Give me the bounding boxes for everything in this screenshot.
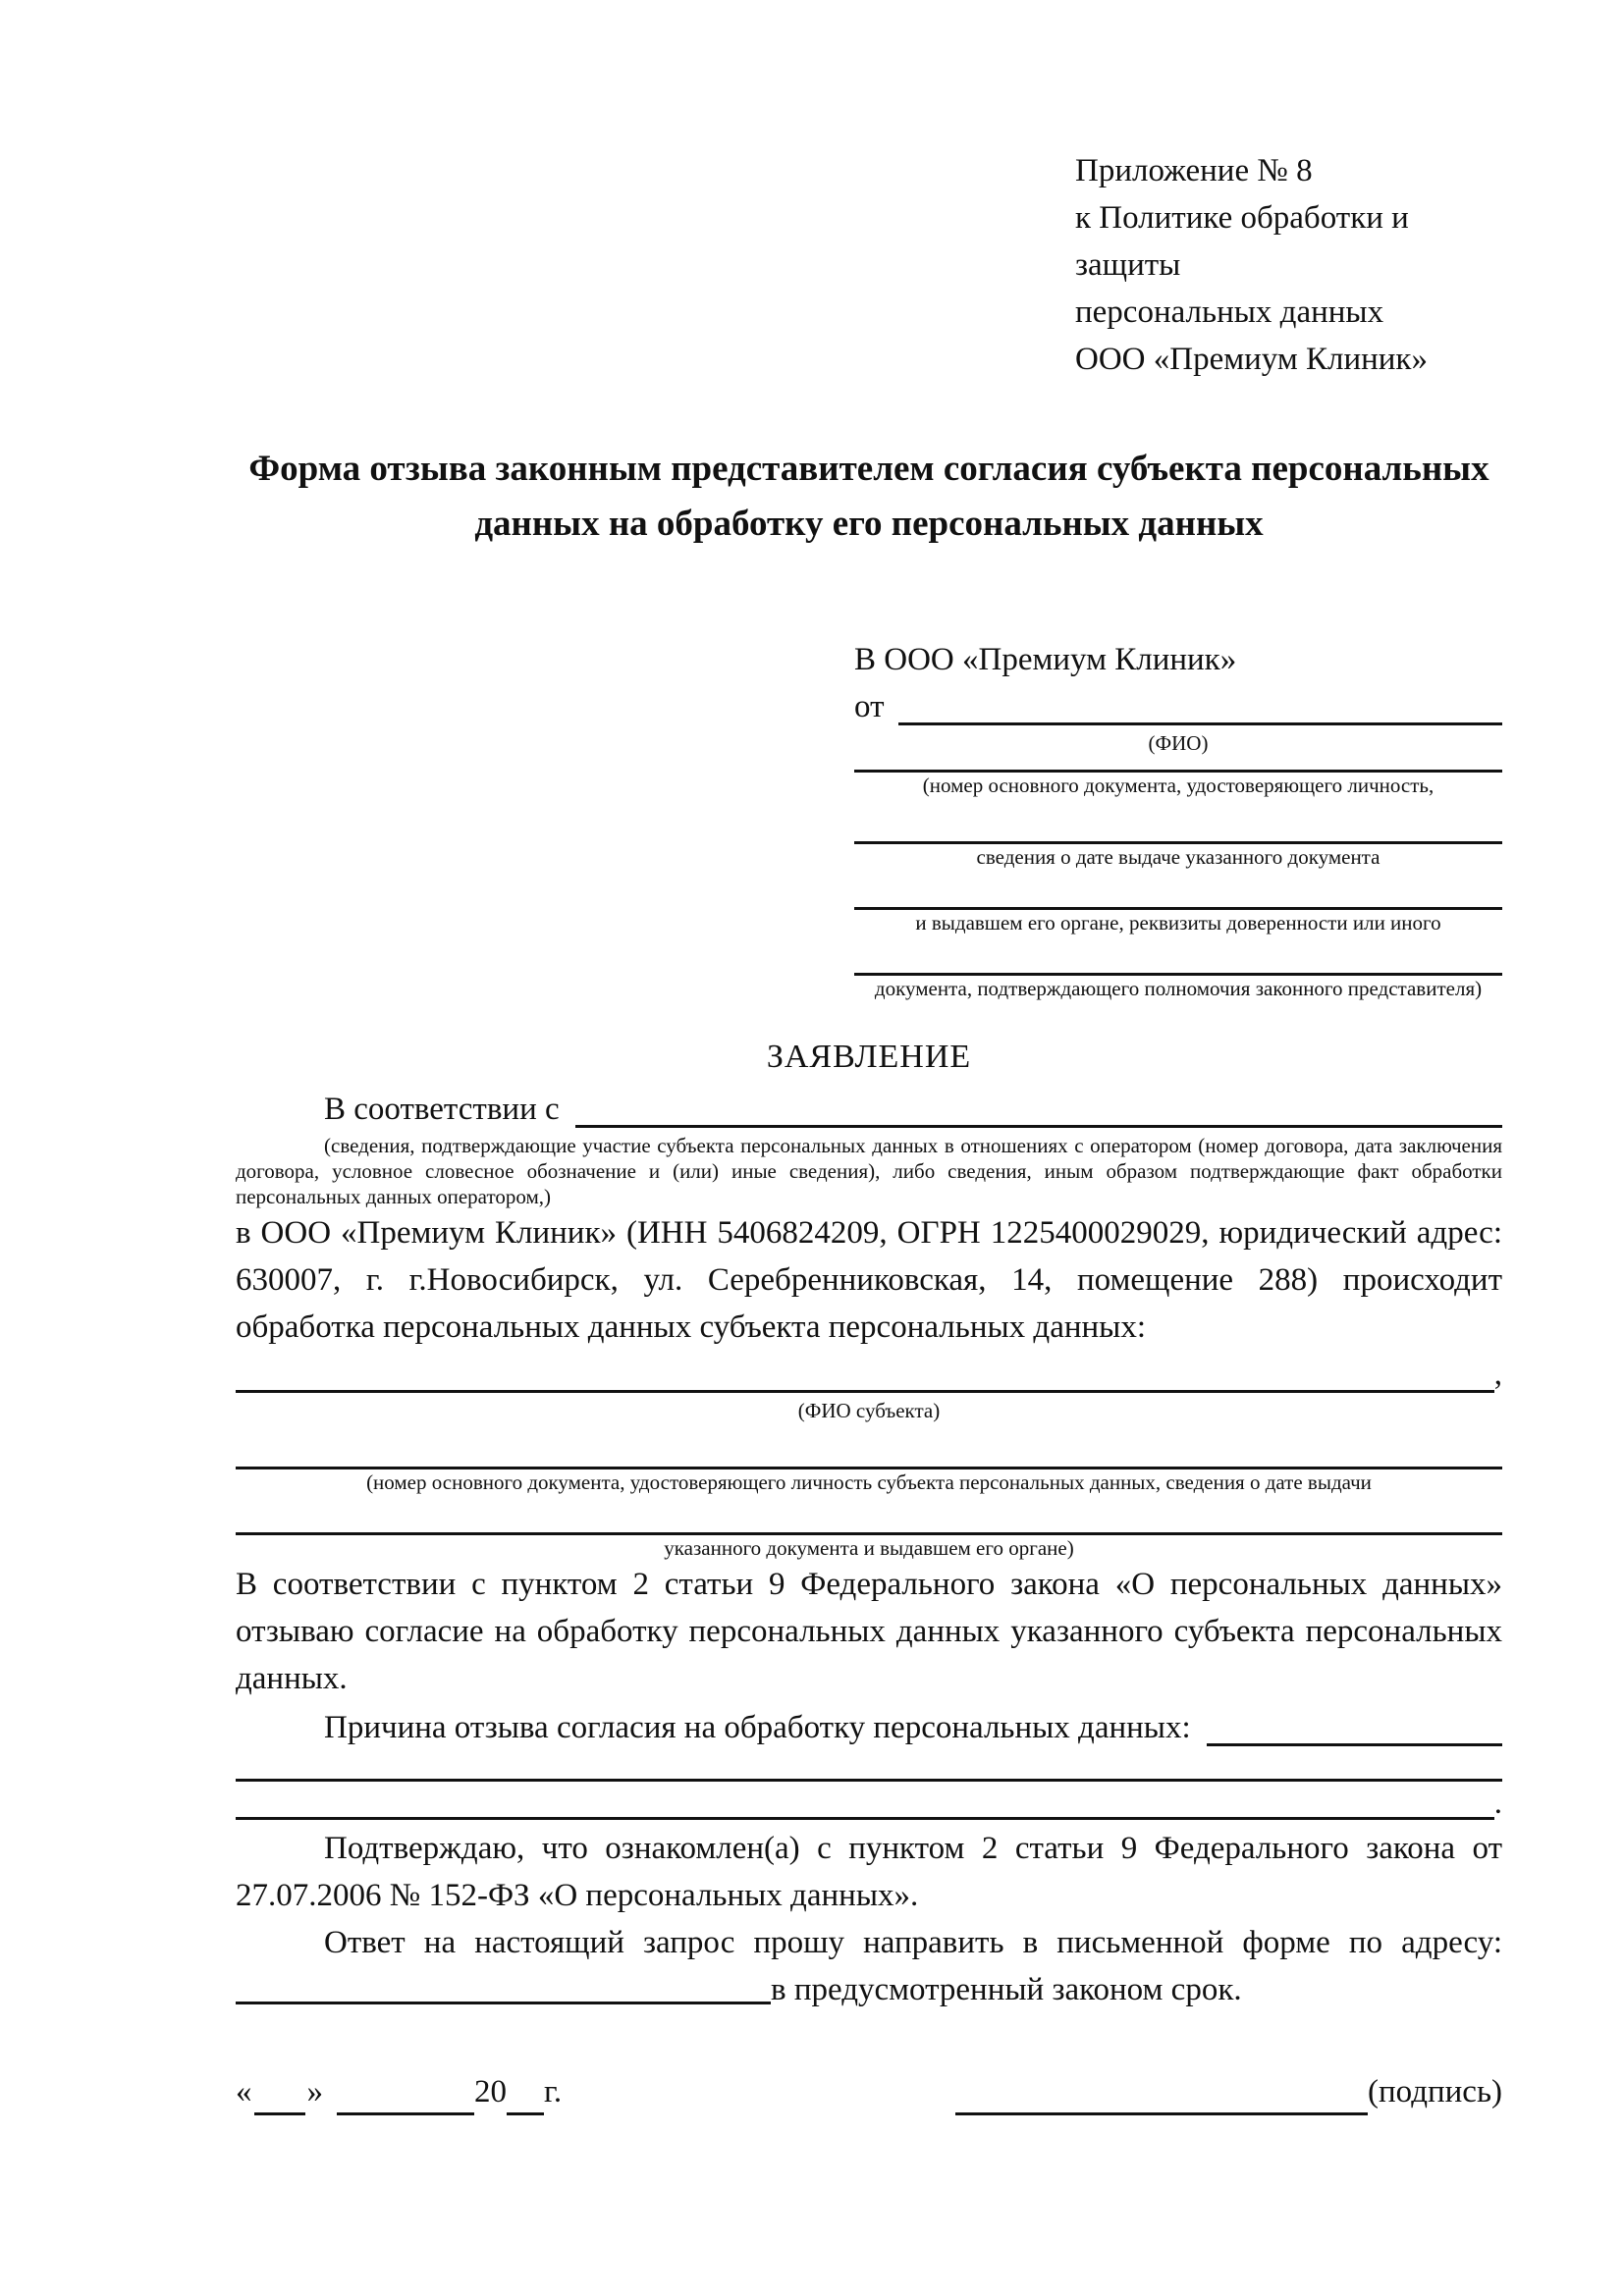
appendix-reference <box>1075 147 1502 383</box>
reason-blank-line-row <box>236 1782 1502 1825</box>
reason-blank[interactable] <box>1207 1704 1502 1746</box>
reason-line-suffix: . <box>1493 1786 1502 1821</box>
subject-fio-caption: (ФИО субъекта) <box>797 1399 941 1422</box>
reply-address-blank[interactable] <box>236 1966 771 2004</box>
date-quote-close: » <box>306 2074 323 2109</box>
subject-fio-blank[interactable] <box>236 1380 1494 1393</box>
date-year-suffix: г. <box>544 2074 563 2109</box>
representative-doc-blank[interactable] <box>854 798 1502 844</box>
representative-doc-blank[interactable] <box>854 756 1502 773</box>
withdraw-paragraph: В соответствии с пунктом 2 статьи 9 Федерального закона «О персональных данных» отзываю согласие на обработку персональных данных указанного субъекта персональных данных. <box>236 1567 1502 1696</box>
fio-caption: (ФИО) <box>1148 731 1209 755</box>
appendix-line: ООО «Премиум Клиник» <box>1075 342 1428 377</box>
signature-blank[interactable] <box>955 2077 1368 2115</box>
appendix-line: к Политике обработки и защиты <box>1075 200 1409 283</box>
reply-address-row <box>236 1966 1502 2013</box>
subject-doc-caption: указанного документа и выдавшем его органе) <box>664 1536 1074 1560</box>
addressee-org: В ООО «Премиум Клиник» <box>854 642 1237 677</box>
subject-doc-blank[interactable] <box>236 1495 1502 1535</box>
appendix-line: персональных данных <box>1075 294 1384 330</box>
doc-caption: сведения о дате выдаче указанного документа <box>976 845 1380 869</box>
subject-fio-row <box>236 1351 1502 1398</box>
intro-label: В соответствии с <box>324 1092 560 1127</box>
intro-row <box>236 1086 1502 1133</box>
reply-suffix: в предусмотренный законом срок. <box>771 1972 1242 2007</box>
representative-doc-blank[interactable] <box>854 870 1502 910</box>
confirm-paragraph: Подтверждаю, что ознакомлен(а) с пунктом 2 статьи 9 Федерального закона от 27.07.2006 № 152-ФЗ «О персональных данных». <box>236 1831 1502 1913</box>
reason-label: Причина отзыва согласия на обработку персональных данных: <box>324 1710 1191 1745</box>
subject-fio-suffix: , <box>1493 1357 1502 1392</box>
doc-caption: документа, подтверждающего полномочия законного представителя) <box>874 977 1483 1000</box>
subject-doc-blank[interactable] <box>236 1423 1502 1469</box>
signature-caption: (подпись) <box>1368 2074 1502 2109</box>
page-title: Форма отзыва законным представителем согласия субъекта персональных данных на обработку его персональных данных <box>248 449 1489 544</box>
representative-doc-blank[interactable] <box>854 935 1502 976</box>
reason-blank-line[interactable] <box>236 1817 1494 1820</box>
date-day-blank[interactable] <box>254 2077 305 2115</box>
date-year-prefix: 20 <box>474 2074 507 2109</box>
signature-field <box>955 2068 1502 2115</box>
reason-row <box>236 1704 1502 1751</box>
addressee-block <box>854 636 1502 1001</box>
date-quote-open: « <box>236 2074 252 2109</box>
date-month-blank[interactable] <box>337 2077 474 2115</box>
date-field <box>236 2068 562 2115</box>
addressee-from-row <box>854 683 1502 730</box>
intro-note: (сведения, подтверждающие участие субъекта персональных данных в отношениях с оператором (номер договора, дата заключения договора, условное словесное обозначение и (или) иные сведения), либо сведения, иным образом подтверждающие факт обработки персональных данных оператором,) <box>236 1134 1502 1208</box>
doc-caption: (номер основного документа, удостоверяющего личность, <box>922 774 1435 797</box>
operator-paragraph: в ООО «Премиум Клиник» (ИНН 5406824209, ОГРН 1225400029029, юридический адрес: 630007, г. г.Новосибирск, ул. Серебренниковская, 14, помещение 288) происходит обработка персональных данных субъекта персональных данных: <box>236 1215 1502 1345</box>
reply-paragraph: Ответ на настоящий запрос прошу направить в письменной форме по адресу: <box>324 1925 1502 1960</box>
basis-blank[interactable] <box>575 1086 1502 1128</box>
date-year-blank[interactable] <box>507 2077 544 2115</box>
footer-row <box>236 2068 1502 2115</box>
appendix-line: Приложение № 8 <box>1075 153 1313 188</box>
doc-caption: и выдавшем его органе, реквизиты доверенности или иного <box>915 911 1441 934</box>
statement-heading: ЗАЯВЛЕНИЕ <box>766 1039 972 1075</box>
from-label: от <box>854 689 885 724</box>
representative-fio-blank[interactable] <box>898 683 1503 725</box>
subject-doc-caption: (номер основного документа, удостоверяющего личность субъекта персональных данных, сведения о дате выдачи <box>366 1470 1372 1494</box>
